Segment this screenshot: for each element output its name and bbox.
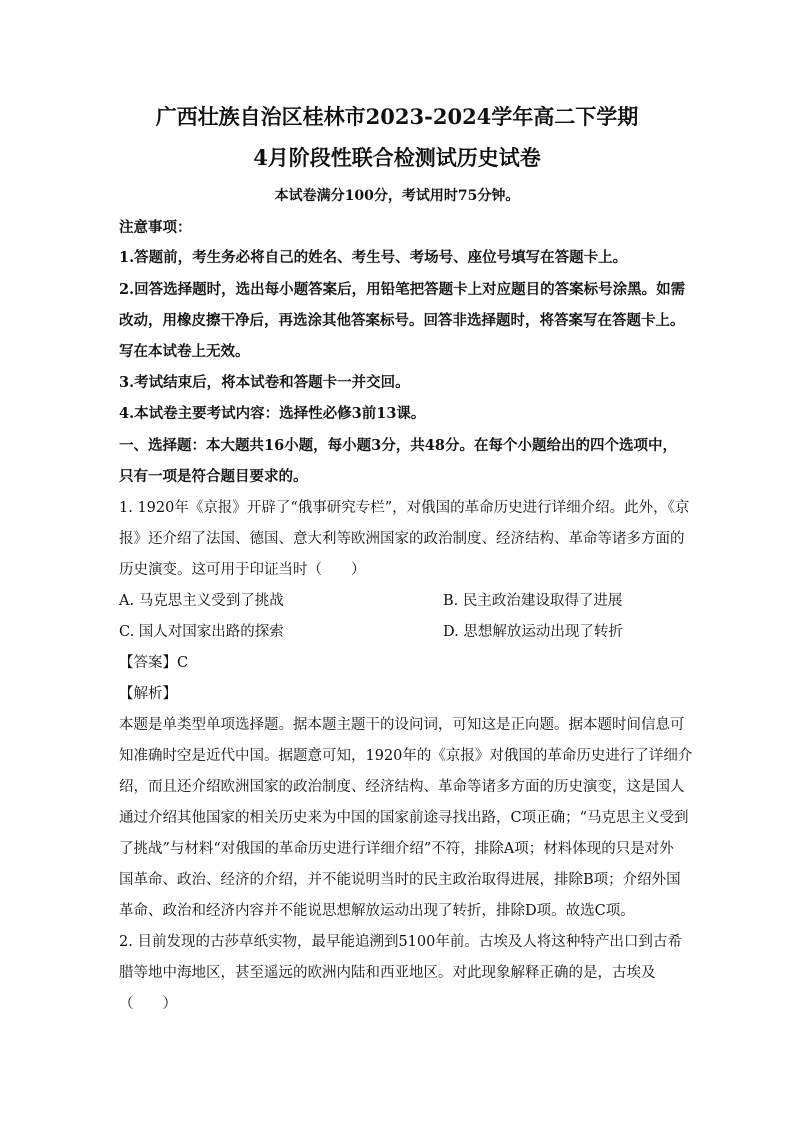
question-2-stem: （ ）: [119, 996, 177, 1012]
notice-item: 3.考试结束后，将本试卷和答题卡一并交回。: [119, 374, 410, 391]
question-1-analysis-heading: 【解析】: [119, 686, 177, 702]
question-1-analysis: 国革命、政治、经济的介绍，并不能说明当时的民主政治取得进展，排除B项；介绍外国: [119, 872, 681, 888]
notice-item: 4.本试卷主要考试内容：选择性必修3前13课。: [119, 405, 426, 422]
section-heading-line2: 只有一项是符合题目要求的。: [119, 468, 308, 485]
notice-item: 2.回答选择题时，选出每小题答案后，用铅笔把答题卡上对应题目的答案标号涂黑。如需: [119, 281, 686, 298]
question-1-analysis: 了挑战”与材料“对俄国的革命历史进行详细介绍”不符，排除A项；材料体现的只是对外: [119, 841, 674, 857]
exam-title-line2: 4月阶段性联合检测试历史试卷: [253, 145, 541, 170]
exam-subtitle: 本试卷满分100分，考试用时75分钟。: [274, 188, 520, 204]
question-1-stem: 报》还介绍了法国、德国、意大利等欧洲国家的政治制度、经济结构、革命等诸多方面的: [119, 531, 685, 547]
question-1-analysis: 知准确时空是近代中国。据题意可知，1920年的《京报》对俄国的革命历史进行了详细介: [119, 748, 693, 764]
question-2-stem: 腊等地中海地区，甚至遥远的欧洲内陆和西亚地区。对此现象解释正确的是，古埃及: [119, 965, 656, 981]
notice-heading: 注意事项：: [119, 219, 192, 236]
question-1-analysis: 绍，而且还介绍欧洲国家的政治制度、经济结构、革命等诸多方面的历史演变，这是国人: [119, 779, 685, 795]
section-heading-line1: 一、选择题：本大题共16小题，每小题3分，共48分。在每个小题给出的四个选项中，: [119, 437, 677, 454]
notice-item: 改动，用橡皮擦干净后，再选涂其他答案标号。回答非选择题时，将答案写在答题卡上。: [119, 312, 685, 329]
notice-item: 写在本试卷上无效。: [119, 343, 250, 360]
question-1-stem: 历史演变。这可用于印证当时（ ）: [119, 562, 366, 578]
question-2-stem: 2. 目前发现的古莎草纸实物，最早能追溯到5100年前。古埃及人将这种特产出口到古希: [119, 934, 682, 950]
question-1-answer: 【答案】C: [119, 655, 189, 671]
question-1-option-c: C. 国人对国家出路的探索: [119, 624, 284, 640]
question-1-option-b: B. 民主政治建设取得了进展: [443, 593, 623, 609]
notice-item: 1.答题前，考生务必将自己的姓名、考生号、考场号、座位号填写在答题卡上。: [119, 249, 628, 266]
question-1-option-d: D. 思想解放运动出现了转折: [443, 624, 623, 640]
question-1-option-a: A. 马克思主义受到了挑战: [119, 593, 284, 609]
exam-title-line1: 广西壮族自治区桂林市2023-2024学年高二下学期: [155, 104, 639, 129]
question-1-analysis: 通过介绍其他国家的相关历史来为中国的国家前途寻找出路，C项正确；“马克思主义受到: [119, 810, 689, 826]
question-1-stem: 1. 1920年《京报》开辟了“俄事研究专栏”，对俄国的革命历史进行详细介绍。此外，《京: [119, 500, 690, 516]
question-1-analysis: 本题是单类型单项选择题。据本题主题干的设问词，可知这是正向题。据本题时间信息可: [119, 717, 685, 733]
question-1-analysis: 革命、政治和经济内容并不能说思想解放运动出现了转折，排除D项。故选C项。: [119, 903, 635, 919]
